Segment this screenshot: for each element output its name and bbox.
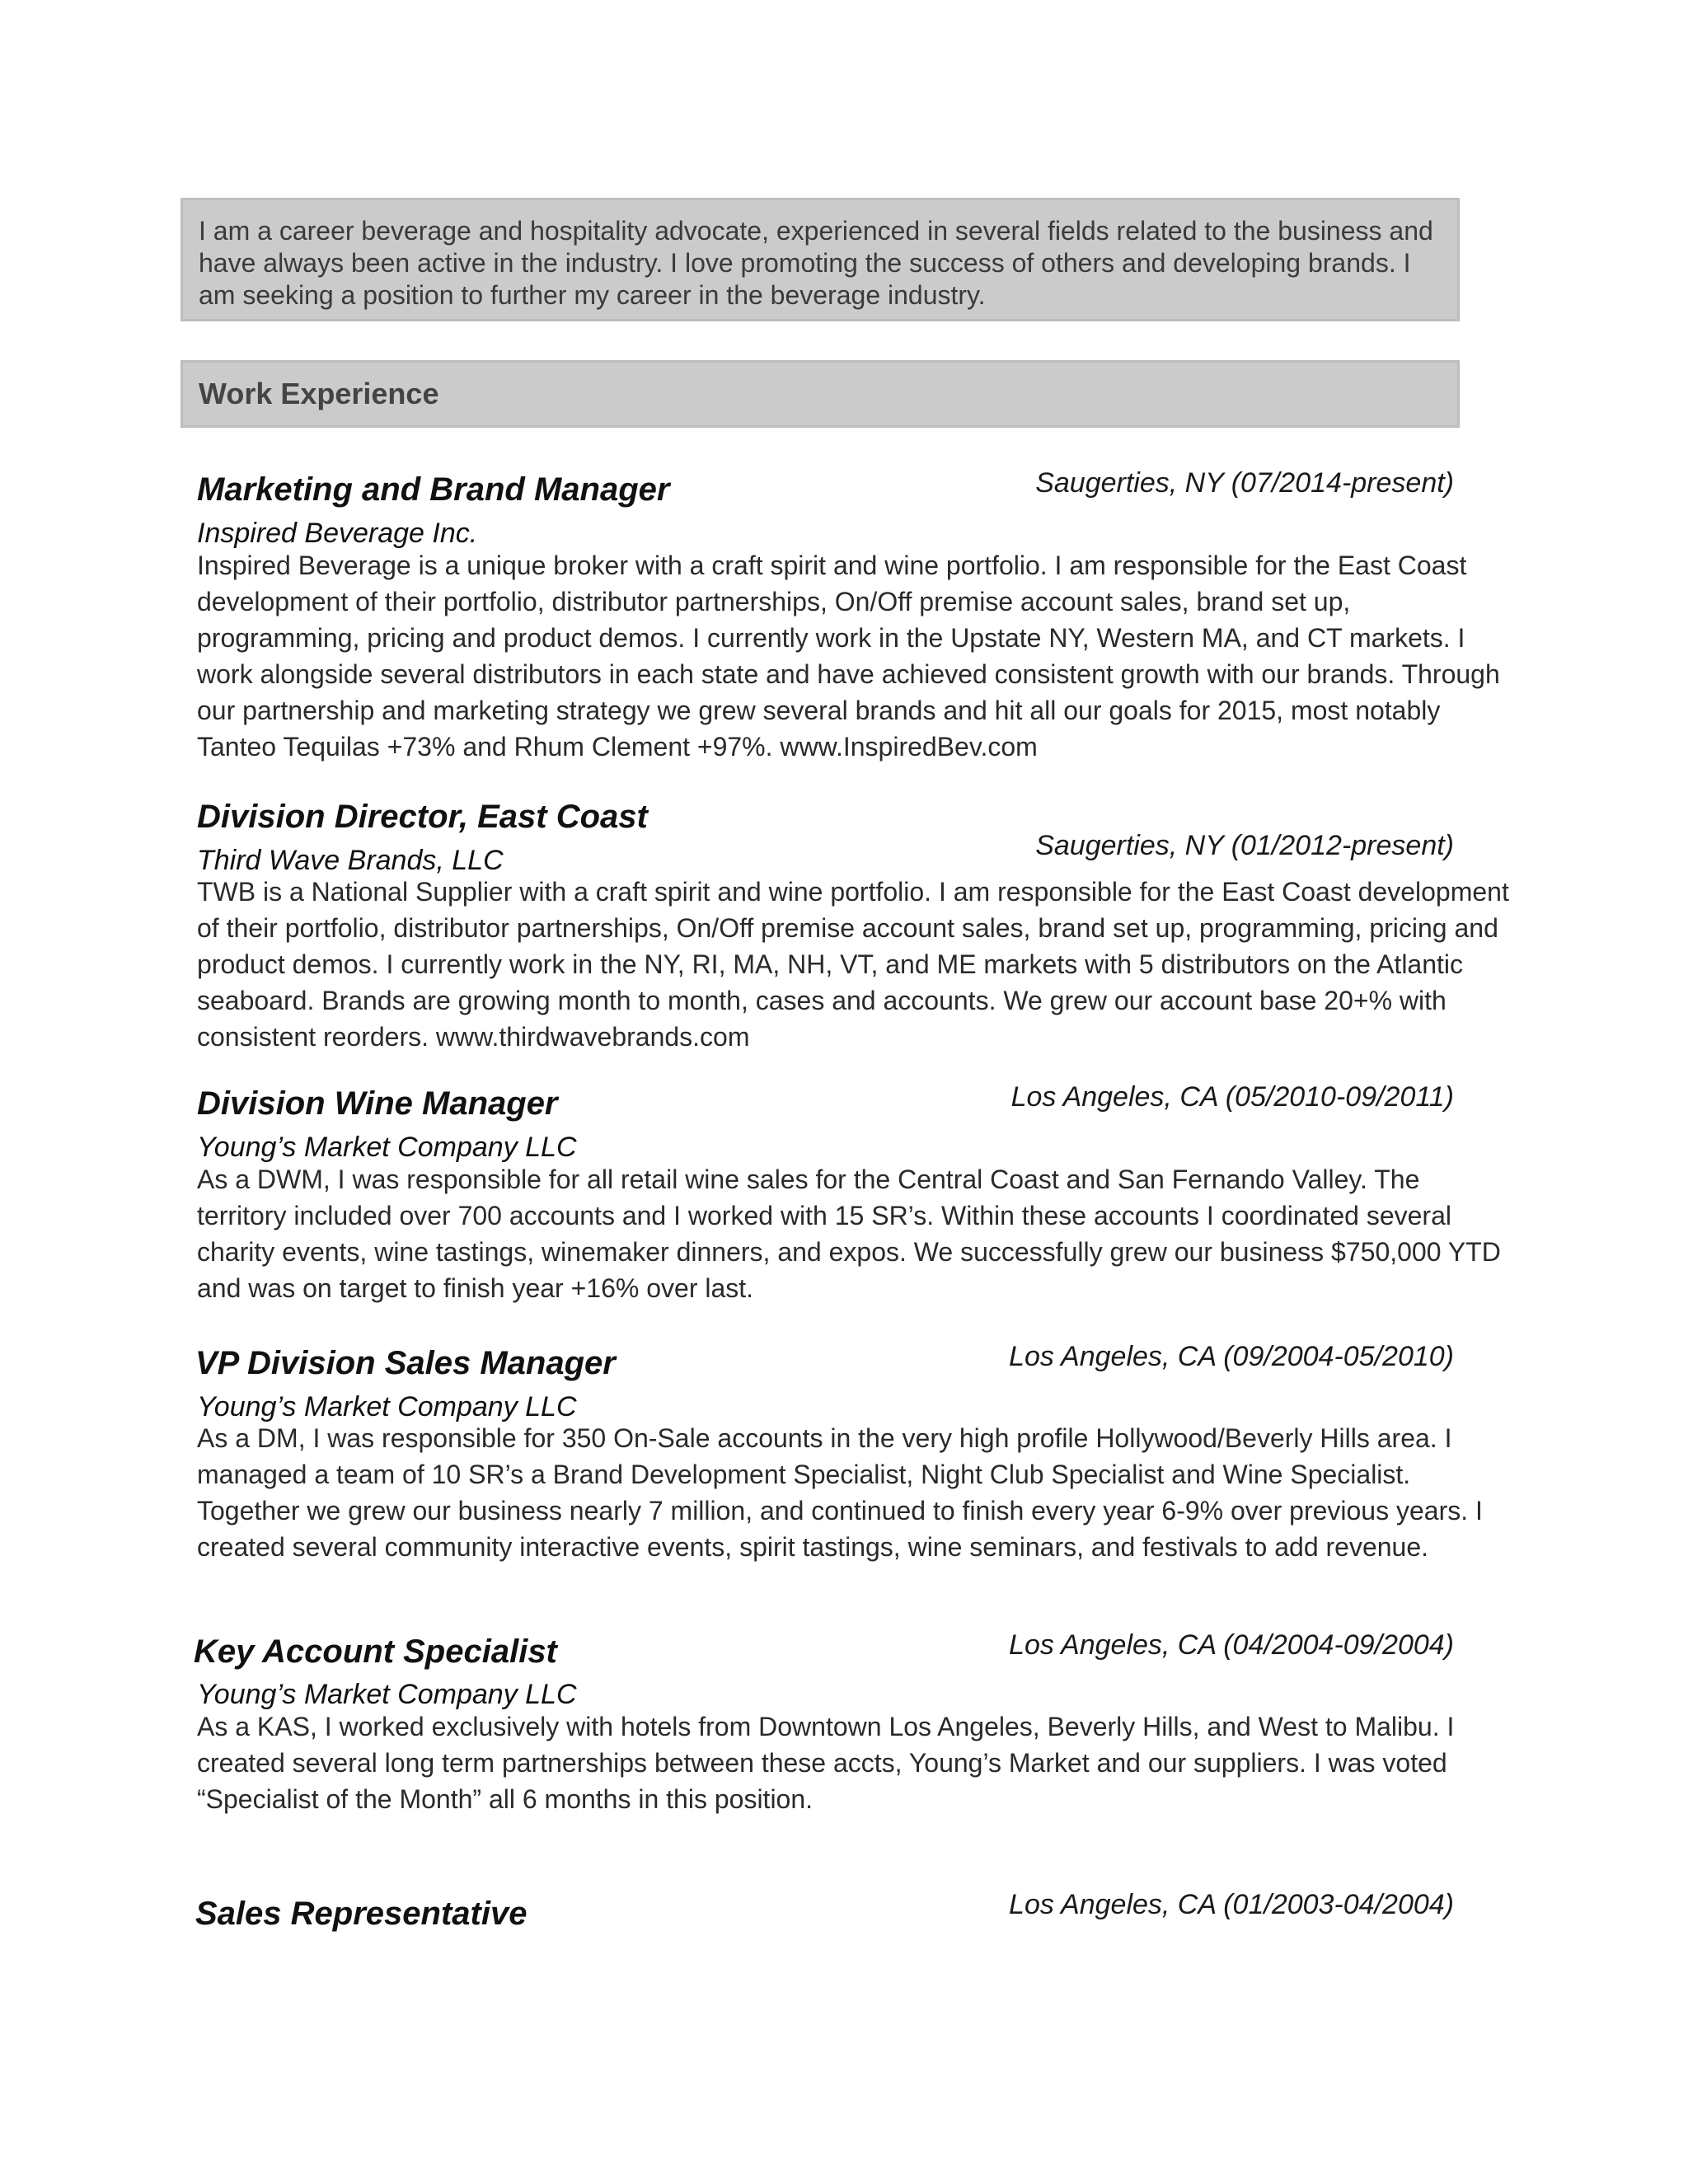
job-company: Young’s Market Company LLC (197, 1132, 577, 1163)
job-location: Los Angeles, CA (01/2003-04/2004) (1009, 1889, 1454, 1920)
job-location: Los Angeles, CA (04/2004-09/2004) (1009, 1629, 1454, 1661)
job-location: Los Angeles, CA (05/2010-09/2011) (1010, 1081, 1454, 1113)
job-description: As a DM, I was responsible for 350 On-Sale accounts in the very high profile Hollywood/Beverly Hills area. I managed a team of 10 SR’s a Brand Development Specialist, Night Club Specialist and Wine Specialist. Together we grew our business nearly 7 million, and continued to finish every year 6-9% over previous years. I created several community interactive events, spirit tastings, wine seminars, and festivals to add revenue. (197, 1423, 1483, 1562)
job-title: Division Wine Manager (197, 1085, 558, 1122)
job-title: Sales Representative (195, 1896, 528, 1932)
job-location: Los Angeles, CA (09/2004-05/2010) (1009, 1341, 1454, 1372)
job-company: Third Wave Brands, LLC (197, 845, 504, 876)
job-description: As a DWM, I was responsible for all retail wine sales for the Central Coast and San Fernando Valley. The territory included over 700 accounts and I worked with 15 SR’s. Within these accounts I coordinated several charity events, wine tastings, winemaker dinners, and expos. We successfully grew our business $750,000 YTD and was on target to finish year +16% over last. (197, 1165, 1501, 1303)
job-location: Saugerties, NY (01/2012-present) (1035, 830, 1454, 861)
job-company: Young’s Market Company LLC (197, 1391, 577, 1422)
summary-text: I am a career beverage and hospitality advocate, experienced in several fields related to the business and have always been active in the industry. I love promoting the success of others and developing brands. I am seeking a position to further my career in the beverage industry. (199, 216, 1433, 310)
work-experience-header (181, 360, 1460, 428)
job-company: Young’s Market Company LLC (197, 1679, 577, 1710)
summary-box (181, 198, 1460, 321)
job-description: TWB is a National Supplier with a craft spirit and wine portfolio. I am responsible for the East Coast development of their portfolio, distributor partnerships, On/Off premise account sales, brand set up, programming, pricing and product demos. I currently work in the NY, RI, MA, NH, VT, and ME markets with 5 distributors on the Atlantic seaboard. Brands are growing month to month, cases and accounts. We grew our account base 20+% with consistent reorders. www.thirdwavebrands.com (197, 877, 1509, 1052)
job-company: Inspired Beverage Inc. (197, 518, 478, 549)
job-title: Key Account Specialist (194, 1633, 557, 1670)
job-description: Inspired Beverage is a unique broker with a craft spirit and wine portfolio. I am responsible for the East Coast development of their portfolio, distributor partnerships, On/Off premise account sales, brand set up, programming, pricing and product demos. I currently work in the Upstate NY, Western MA, and CT markets. I work alongside several distributors in each state and have achieved consistent growth with our brands. Through our partnership and marketing strategy we grew several brands and hit all our goals for 2015, most notably Tanteo Tequilas +73% and Rhum Clement +97%. www.InspiredBev.com (197, 551, 1500, 762)
job-description: As a KAS, I worked exclusively with hotels from Downtown Los Angeles, Beverly Hills, and West to Malibu. I created several long term partnerships between these accts, Young’s Market and our suppliers. I was voted “Specialist of the Month” all 6 months in this position. (197, 1712, 1455, 1814)
section-title: Work Experience (199, 377, 439, 410)
job-location: Saugerties, NY (07/2014-present) (1035, 467, 1454, 499)
job-title: Marketing and Brand Manager (197, 471, 670, 508)
job-title: VP Division Sales Manager (195, 1345, 616, 1381)
job-title: Division Director, East Coast (197, 799, 648, 835)
